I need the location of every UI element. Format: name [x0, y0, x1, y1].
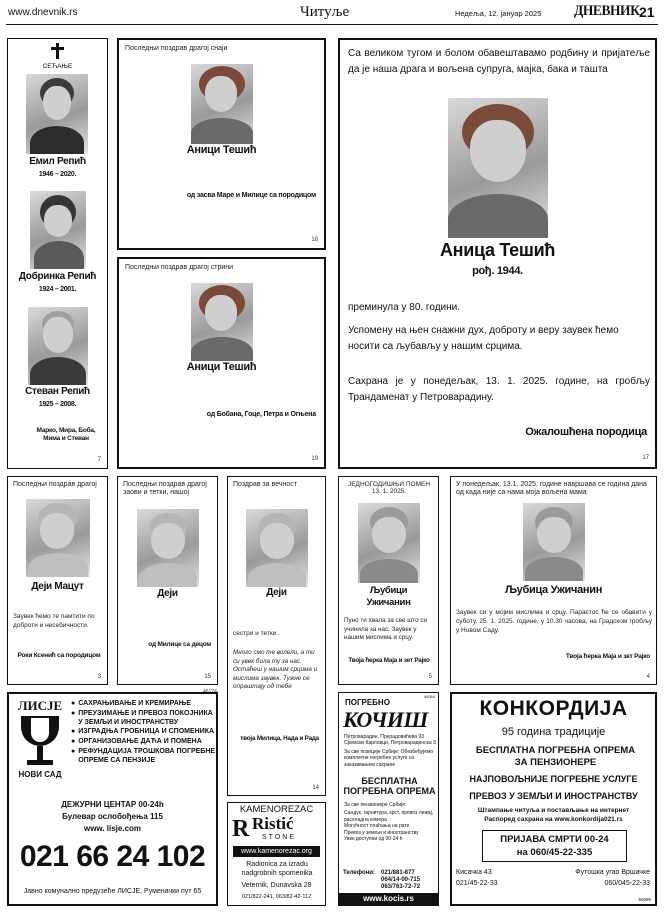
ad-konkordija	[450, 692, 657, 906]
intro-text: Са великом тугом и болом обавештавамо родбину и пријатеље да је наша драга и вољена супруга, мајка, бака и ташта	[348, 48, 650, 75]
lisje-brand: ЛИСЈЕ	[17, 698, 63, 713]
signature: Твоја ћерка Маја и зет Рајко	[565, 653, 650, 660]
newspaper-logo: ДНЕВНИК	[574, 3, 640, 19]
services-text: За све позиције Србије: Обезбеђујемо комплетне погребне услуге са заказивањем сахране	[344, 749, 434, 768]
obituary-repic	[7, 38, 108, 469]
pension-label: За све пензионере Србије:	[344, 802, 407, 808]
body-text: Много смо те волели, а ти си увек била ту за нас. Остаћеш у нашим срцима и мислима заувек. Тужне се опраштају од тебе	[233, 649, 318, 690]
signature: Роки Ксенић са породицом	[17, 652, 101, 659]
portrait-photo	[358, 503, 420, 583]
ad-number: 14	[312, 785, 319, 791]
phone-number[interactable]: на 060/45-22-335	[516, 847, 593, 858]
signature: Марко, Мира, Боба, Мима и Стеван	[36, 427, 96, 443]
obituary-anica-snaja	[117, 38, 326, 250]
line-transport: ПРЕВОЗ У ЗЕМЉИ И ИНОСТРАНСТВУ	[469, 791, 638, 801]
signature: Твоја ћерка Маја и зет Рајко	[348, 657, 430, 664]
phone-number: 021/822-241, 063/82-42-112	[241, 894, 312, 900]
person-name: Стеван Репић	[25, 386, 90, 397]
signature: од засва Маре и Милице са породицом	[186, 192, 316, 199]
ad-number: 7	[97, 457, 101, 463]
phones-label: Телефони:	[343, 870, 375, 876]
ad-code: 46064	[423, 694, 435, 699]
caption: У понедељак, 13.1. 2025. године навршава се година дана од када није са нама моја вољена мама	[456, 481, 647, 497]
portrait-photo	[137, 509, 199, 587]
section-title: Читуље	[300, 4, 350, 20]
ristic-text: Radionica za izradu nadgrobnih spomenika	[241, 861, 313, 878]
person-name: Деји	[157, 588, 178, 599]
obituary-ljubica-pomen	[338, 476, 439, 685]
obituary-ljubica-mama	[450, 476, 657, 685]
signature: Ожалошћена породица	[525, 426, 647, 438]
page-number: 21	[639, 4, 655, 20]
address: Булевар ослобођења 115	[62, 812, 163, 821]
free-equipment: БЕСПЛАТНА ПОГРЕБНА ОПРЕМА	[343, 776, 436, 797]
portrait-photo	[26, 499, 90, 577]
caption: Поздрав за вечност	[233, 481, 297, 488]
ad-number: 17	[642, 455, 649, 461]
body-text: Заувек си у мојим мислима и срцу. Парастос ће се обавити у суботу, 25. 1. 2025. године, у 10.30 часова, на Градском гробљу у Новом Саду.	[456, 609, 652, 634]
caption: ЈЕДНОГОДИШЊИ ПОМЕН 13. 1. 2025.	[347, 481, 431, 496]
portrait-photo	[448, 98, 548, 238]
line-schedule[interactable]: Распоред сахрана на www.konkordija021.rs	[484, 816, 623, 823]
caption: СЕЋАЊЕ	[42, 63, 73, 70]
person-name: Деји Мацут	[31, 581, 84, 592]
duty-center: ДЕЖУРНИ ЦЕНТАР 00-24h	[61, 800, 164, 809]
funeral-text: Сахрана је у понедељак, 13. 1. 2025. године, на гробљу Трандаменат у Петроварадину.	[348, 376, 650, 403]
ad-ristic-stone	[227, 802, 326, 906]
portrait-photo	[191, 64, 253, 144]
portrait-photo	[26, 74, 88, 154]
line-services: НАЈПОВОЉНИЈЕ ПОГРЕБНЕ УСЛУГЕ	[469, 774, 638, 784]
portrait-photo	[523, 503, 585, 581]
address: Петроварадин, Прерадовићева 93 Сремски Карловци, Петроварадинска 3	[344, 734, 436, 747]
ad-number: 19	[311, 456, 318, 462]
person-years: 1924 – 2001.	[38, 286, 77, 293]
phone-number[interactable]: 021 66 24 102	[19, 840, 206, 873]
person-name: Деји	[266, 587, 287, 598]
signature: од Бобана, Гоце, Петра и Огњена	[206, 411, 316, 418]
portrait-photo	[246, 509, 308, 587]
body-text: сестри и тетки.	[233, 630, 279, 637]
services-list: Сандук, гарнитура, крст, превоз лежај, расхладна комора Могућност плаћања на рате Превоз у земљи и иностранству Увек доступни од 00-24 h	[344, 810, 434, 842]
body-text: Заувек ћемо те памтити по доброти и несебичности.	[13, 613, 95, 629]
ad-number: 5	[428, 674, 432, 680]
ad-number: 15	[204, 674, 211, 680]
signature: твоја Милица, Нада и Рада	[240, 735, 319, 742]
ad-code: 50689	[638, 897, 651, 902]
phone-list: 021/881-877 064/14-00-715 063/763-72-72	[381, 870, 421, 891]
person-years: 1925 – 2008.	[38, 401, 77, 408]
memory-text: Успомену на њен снажни дух, доброту и веру заувек ћемо носити са љубављу у нашим срцима.	[348, 325, 619, 352]
website-link[interactable]: www.kamenorezac.org	[233, 846, 320, 857]
ad-number: 18	[311, 237, 318, 243]
ristic-sub: STONE	[262, 834, 296, 841]
chalice-logo-icon	[21, 716, 59, 766]
ristic-brand: Ristić	[252, 814, 294, 833]
obituary-deja-forever	[227, 476, 326, 796]
person-years: 1946 – 2020.	[38, 171, 77, 178]
portrait-photo	[30, 191, 86, 269]
caption: Последњи поздрав драгој стрини	[125, 264, 234, 271]
ad-number: 4	[646, 674, 650, 680]
kocis-top: ПОГРЕБНО	[345, 698, 390, 707]
ristic-logo-icon: R	[232, 816, 250, 842]
body-text: Пуно ти хвала за све што си учинила за нас. Заувек у нашим мислима и срцу.	[344, 617, 428, 641]
kocis-brand: КОЧИШ	[343, 707, 428, 732]
line-free-equipment: БЕСПЛАТНА ПОГРЕБНА ОПРЕМА ЗА ПЕНЗИОНЕРЕ	[475, 745, 636, 769]
obituary-deja-milica	[117, 476, 218, 685]
ad-lisje	[7, 692, 218, 906]
header-rule	[6, 24, 658, 25]
caption: Последњи поздрав драгој заови и тетки, нашој	[123, 481, 207, 497]
company-footer: Јавно комунално предузеће ЛИСЈЕ, Руменачки пут 65	[23, 888, 202, 895]
obituary-anica-main	[338, 38, 657, 469]
person-name: Добринка Репић	[18, 271, 97, 282]
person-name: Аници Тешић	[186, 144, 257, 156]
obituary-deja-macut	[7, 476, 108, 685]
ristic-label: KAMENOREZAC	[239, 804, 314, 815]
address: Veternik, Dunavska 28	[241, 882, 312, 889]
ad-number: 3	[97, 674, 101, 680]
person-name: Аници Тешић	[186, 361, 257, 373]
site-url[interactable]: www.dnevnik.rs	[8, 7, 78, 18]
tradition: 95 година традиције	[501, 726, 606, 738]
ad-kocis	[338, 692, 439, 906]
person-name: Аница Тешић	[439, 240, 556, 260]
phone-2: 060/045-22-33	[604, 880, 650, 887]
portrait-photo	[191, 283, 253, 361]
death-report-box: ПРИЈАВА СМРТИ 00-24 на 060/45-22-335	[482, 830, 627, 862]
issue-date: Недеља, 12. јануар 2025	[455, 9, 542, 18]
obituary-anica-strina	[117, 257, 326, 469]
address-1: Кисачка 43	[456, 869, 492, 876]
phone-1: 021/45-22-33	[456, 880, 498, 887]
page-header	[0, 0, 664, 26]
konkordija-brand: КОНКОРДИЈА	[479, 697, 628, 720]
services-list: ● САХРАЊИВАЊЕ И КРЕМИРАЊЕ ● ПРЕУЗИМАЊЕ И ПРЕВОЗ ПОКОЈНИКА У ЗЕМЉИ И ИНОСТРАНСТВУ ● ИЗГРАДЊА ГРОБНИЦА И СПОМЕНИКА ● ОРГАНИЗОВАЊЕ ДАЋА И ПОМЕНА ● РЕФУНДАЦИЈА ТРОШКОВА ПОГРЕБНЕ ОПРЕМЕ СА ПЕНЗИЈЕ	[71, 700, 216, 764]
caption: Последњи поздрав драгој снаји	[125, 45, 228, 52]
website-link[interactable]: www.kocis.rs	[339, 893, 438, 905]
birth-year: рођ. 1944.	[472, 265, 523, 277]
signature: од Милице са децом	[148, 641, 211, 648]
person-name: Љубица Ужичанин	[504, 584, 603, 596]
died-text: преминула у 80. години.	[348, 302, 461, 313]
line-printing: Штампање читуља и постављање на интернет	[477, 807, 630, 814]
address-2: Футошка угао Вршачке	[575, 869, 650, 876]
caption: Последњи поздрав драгој	[13, 481, 97, 488]
portrait-photo	[28, 307, 88, 385]
lisje-city: НОВИ САД	[18, 770, 62, 779]
website-link[interactable]: www. lisje.com	[83, 824, 142, 833]
cross-icon	[51, 43, 65, 59]
person-name: Емил Репић	[29, 156, 86, 167]
person-name: Љубици Ужичанин	[366, 585, 411, 609]
